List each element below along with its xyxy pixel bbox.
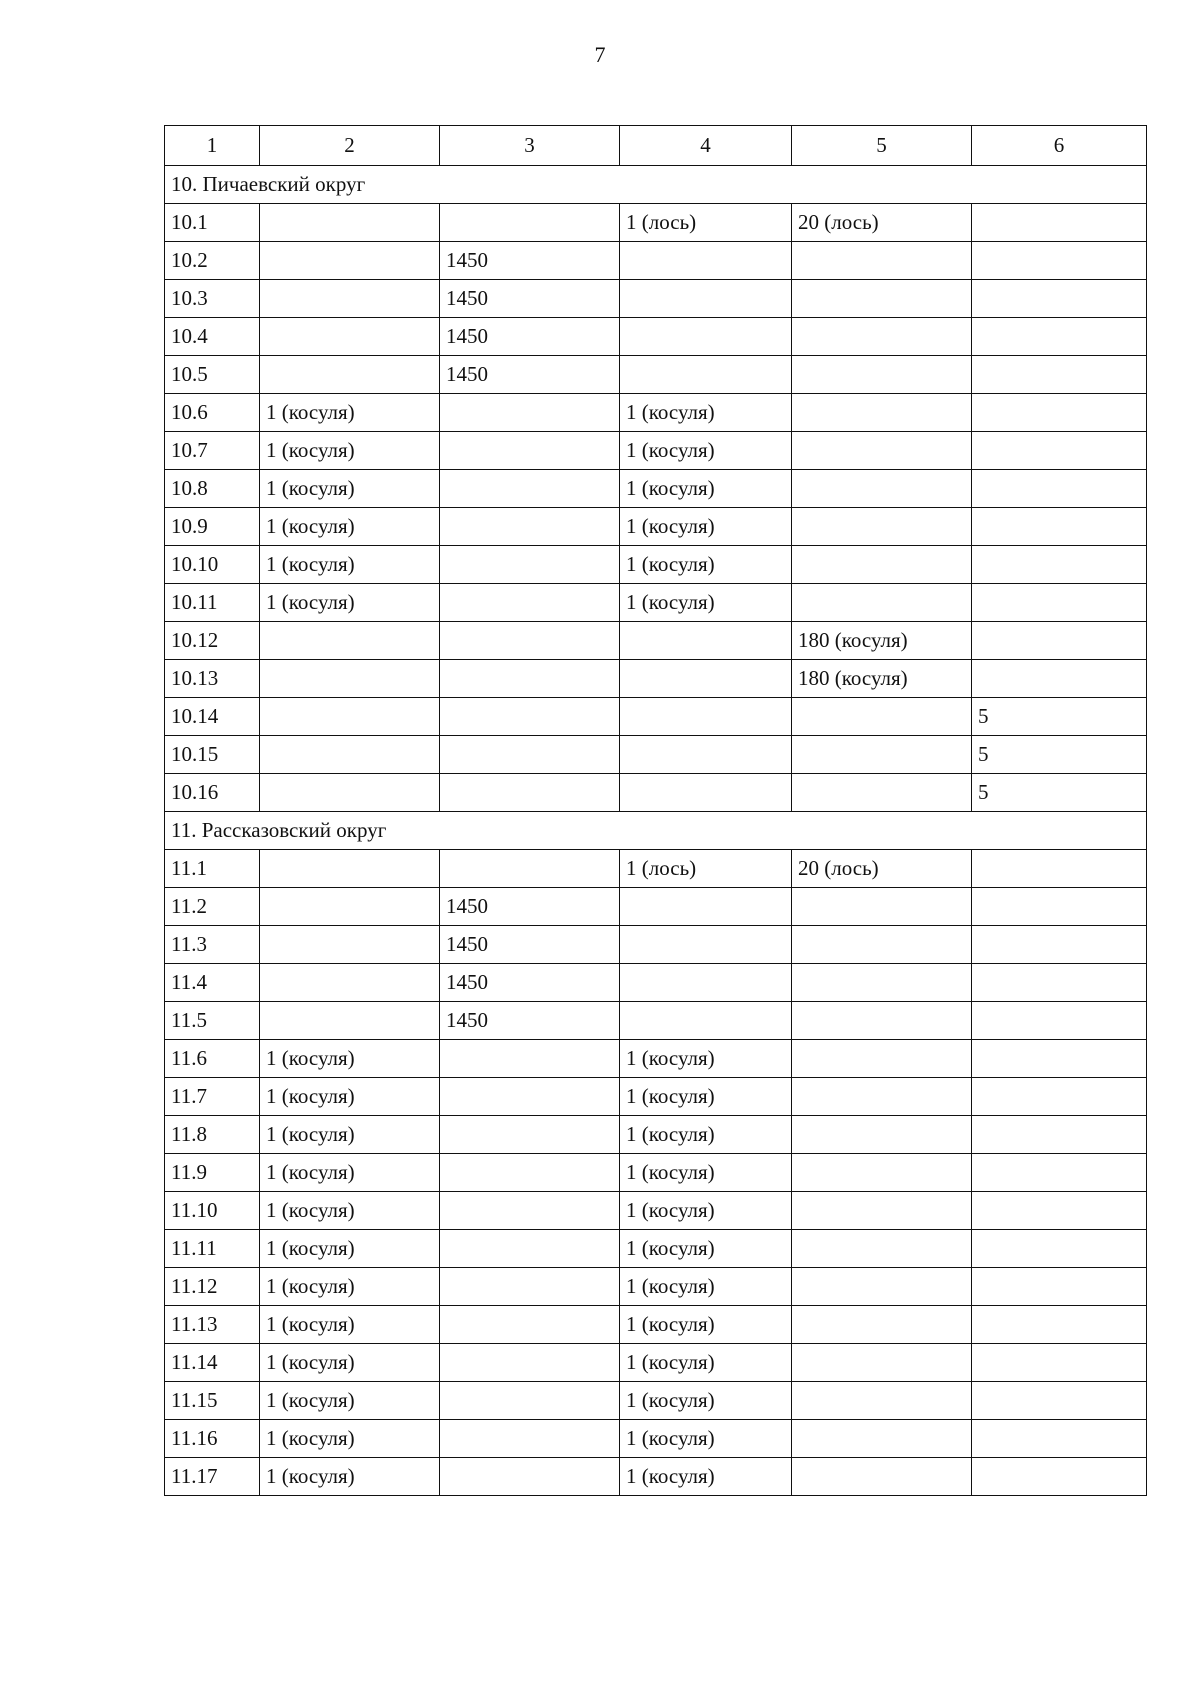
table-cell [440,1344,620,1382]
table-cell: 10.15 [165,736,260,774]
table-cell: 1450 [440,242,620,280]
table-cell: 11.10 [165,1192,260,1230]
table-cell: 1 (косуля) [620,546,792,584]
table-row [165,774,1147,812]
table-row [165,1192,1147,1230]
table-cell [620,242,792,280]
table-cell [620,622,792,660]
table-cell [972,1344,1147,1382]
column-header: 1 [165,126,260,166]
table-cell [792,242,972,280]
table-cell: 1 (косуля) [260,1458,440,1496]
table-cell: 1 (косуля) [620,1268,792,1306]
table-cell [972,508,1147,546]
table-cell [792,508,972,546]
table-cell [792,698,972,736]
table-row [165,1420,1147,1458]
table-cell [792,1154,972,1192]
table-cell [972,470,1147,508]
table-cell: 11.1 [165,850,260,888]
table-cell: 180 (косуля) [792,660,972,698]
table-row [165,698,1147,736]
table-row [165,1040,1147,1078]
table-cell: 11.15 [165,1382,260,1420]
table-cell [440,1154,620,1192]
table-cell [440,470,620,508]
table-cell: 1 (лось) [620,204,792,242]
table-row [165,1230,1147,1268]
table-cell [440,1116,620,1154]
table-cell: 1 (косуля) [260,1040,440,1078]
table-cell [440,204,620,242]
table-cell [260,926,440,964]
table-cell [972,204,1147,242]
table-cell [440,1040,620,1078]
table-cell [972,1382,1147,1420]
table-row [165,1116,1147,1154]
table-cell [260,888,440,926]
table-cell: 1 (косуля) [620,1154,792,1192]
table-cell [792,736,972,774]
table-cell: 11.6 [165,1040,260,1078]
table-cell: 1 (косуля) [620,1344,792,1382]
table-row [165,622,1147,660]
table-cell [792,1040,972,1078]
table-cell: 1 (косуля) [260,394,440,432]
section-title: 11. Рассказовский округ [165,812,1147,850]
table-row [165,850,1147,888]
quota-table [164,125,1147,1496]
table-cell [792,394,972,432]
table-cell [620,888,792,926]
table-cell [440,508,620,546]
table-cell: 1 (косуля) [260,1192,440,1230]
table-row [165,888,1147,926]
table-cell: 11.5 [165,1002,260,1040]
table-cell: 11.4 [165,964,260,1002]
table-row [165,280,1147,318]
table-cell [260,698,440,736]
table-cell: 1 (косуля) [260,1116,440,1154]
table-row [165,926,1147,964]
table-cell [260,622,440,660]
table-cell: 11.13 [165,1306,260,1344]
table-cell [972,1002,1147,1040]
table-cell: 1 (косуля) [260,508,440,546]
table-cell [260,1002,440,1040]
table-cell [792,1344,972,1382]
table-cell [792,1078,972,1116]
table-cell [792,1306,972,1344]
table-cell: 20 (лось) [792,204,972,242]
table-row [165,356,1147,394]
table-cell [620,736,792,774]
table-cell: 11.3 [165,926,260,964]
table-row [165,204,1147,242]
table-cell [440,698,620,736]
table-cell [792,1002,972,1040]
table-row [165,1306,1147,1344]
table-row [165,1154,1147,1192]
table-cell [972,432,1147,470]
table-cell: 1 (косуля) [260,1382,440,1420]
table-row [165,394,1147,432]
table-cell [792,1192,972,1230]
table-cell [972,280,1147,318]
table-cell: 11.14 [165,1344,260,1382]
table-row [165,1344,1147,1382]
table-cell: 11.9 [165,1154,260,1192]
table-cell: 10.11 [165,584,260,622]
table-cell: 11.7 [165,1078,260,1116]
section-row [165,812,1147,850]
table-cell [440,394,620,432]
table-cell [792,1230,972,1268]
table-cell: 11.17 [165,1458,260,1496]
table-cell [972,1306,1147,1344]
table-cell [792,546,972,584]
table-cell: 11.11 [165,1230,260,1268]
table-cell: 1 (косуля) [260,1154,440,1192]
table-cell: 1 (косуля) [620,1192,792,1230]
table-cell [440,1382,620,1420]
table-cell [260,318,440,356]
table-row [165,1002,1147,1040]
table-cell: 1 (косуля) [620,1306,792,1344]
table-cell [792,964,972,1002]
table-cell: 1 (косуля) [620,1458,792,1496]
table-cell: 1 (косуля) [620,394,792,432]
table-cell: 10.1 [165,204,260,242]
table-cell: 11.16 [165,1420,260,1458]
table-cell: 1450 [440,356,620,394]
table-cell: 1 (косуля) [620,508,792,546]
table-cell [440,1306,620,1344]
table-cell: 1 (косуля) [260,470,440,508]
table-cell: 11.2 [165,888,260,926]
table-cell [792,280,972,318]
table-cell: 1 (косуля) [260,1078,440,1116]
table-cell: 1 (косуля) [620,1420,792,1458]
table-cell [972,1230,1147,1268]
section-title: 10. Пичаевский округ [165,166,1147,204]
table-cell: 11.12 [165,1268,260,1306]
table-cell [972,1458,1147,1496]
table-cell: 10.12 [165,622,260,660]
column-header: 4 [620,126,792,166]
table-cell: 1450 [440,318,620,356]
table-cell [440,660,620,698]
table-cell [260,242,440,280]
table-cell [260,280,440,318]
table-cell [972,888,1147,926]
table-cell: 1 (косуля) [620,1230,792,1268]
table-cell [440,850,620,888]
table-cell [792,1116,972,1154]
column-header: 5 [792,126,972,166]
table-row [165,660,1147,698]
table-cell: 1 (косуля) [620,1116,792,1154]
table-row [165,470,1147,508]
table-cell [972,1154,1147,1192]
table-cell [620,280,792,318]
table-cell: 10.9 [165,508,260,546]
table-cell [972,660,1147,698]
table-cell [972,1268,1147,1306]
table-cell: 1 (косуля) [260,584,440,622]
table-cell [620,356,792,394]
table-row [165,508,1147,546]
table-cell [792,584,972,622]
table-row [165,432,1147,470]
table-cell [440,1268,620,1306]
table-cell [792,1420,972,1458]
table-cell: 1 (косуля) [260,1230,440,1268]
table-cell [260,204,440,242]
table-cell: 5 [972,774,1147,812]
table-cell: 180 (косуля) [792,622,972,660]
table-cell [260,356,440,394]
table-cell: 1 (косуля) [260,1420,440,1458]
table-cell: 1 (косуля) [620,1078,792,1116]
table-cell [972,584,1147,622]
table-row [165,1458,1147,1496]
table-cell [440,1230,620,1268]
table-cell [440,546,620,584]
table-cell [972,1116,1147,1154]
table-cell [972,622,1147,660]
table-cell [440,736,620,774]
table-cell: 1 (косуля) [620,1382,792,1420]
table-cell [792,1382,972,1420]
table-cell: 1 (косуля) [260,546,440,584]
table-cell [620,698,792,736]
table-cell [972,1420,1147,1458]
table-cell: 1 (косуля) [620,1040,792,1078]
table-cell: 1 (косуля) [620,432,792,470]
table-cell [440,1078,620,1116]
table-cell [972,546,1147,584]
table-cell [260,660,440,698]
table-row [165,964,1147,1002]
table-cell: 10.10 [165,546,260,584]
table-row [165,1382,1147,1420]
table-cell [792,926,972,964]
table-cell [792,1458,972,1496]
table-cell: 10.14 [165,698,260,736]
table-cell: 10.2 [165,242,260,280]
table-cell: 10.13 [165,660,260,698]
table-cell [440,432,620,470]
table-cell [440,622,620,660]
table-cell: 1 (косуля) [620,470,792,508]
table-cell [972,1192,1147,1230]
table-cell [620,318,792,356]
table-row [165,546,1147,584]
table-cell: 1450 [440,964,620,1002]
table-cell [440,1192,620,1230]
table-cell [972,850,1147,888]
table-cell [792,356,972,394]
table-cell [620,774,792,812]
table-row [165,1268,1147,1306]
table-cell: 10.4 [165,318,260,356]
table-cell: 1450 [440,1002,620,1040]
table-cell [972,318,1147,356]
table-cell [972,394,1147,432]
table-cell [972,356,1147,394]
table-cell: 5 [972,736,1147,774]
table-cell [260,736,440,774]
table-cell: 1 (косуля) [260,1268,440,1306]
table-cell [972,926,1147,964]
table-cell: 1 (косуля) [260,432,440,470]
table-cell: 10.16 [165,774,260,812]
table-header-row [165,126,1147,166]
table-cell: 1450 [440,926,620,964]
column-header: 3 [440,126,620,166]
page-number: 7 [594,42,606,67]
table-row [165,242,1147,280]
table-cell: 10.3 [165,280,260,318]
table-cell [972,242,1147,280]
table-cell [792,318,972,356]
table-cell [260,964,440,1002]
table-cell [792,470,972,508]
table-cell [440,774,620,812]
table-cell: 1450 [440,280,620,318]
table-cell [440,584,620,622]
table-row [165,736,1147,774]
table-cell [620,1002,792,1040]
table-cell [620,660,792,698]
table-cell [792,432,972,470]
table-cell [620,964,792,1002]
table-row [165,1078,1147,1116]
table-cell [972,1040,1147,1078]
table-row [165,584,1147,622]
table-cell: 1 (косуля) [260,1344,440,1382]
table-cell: 10.6 [165,394,260,432]
table-cell [792,1268,972,1306]
table-cell: 10.5 [165,356,260,394]
table-cell: 5 [972,698,1147,736]
table-cell: 1450 [440,888,620,926]
table-cell [792,888,972,926]
table-cell: 10.8 [165,470,260,508]
column-header: 2 [260,126,440,166]
table-cell: 20 (лось) [792,850,972,888]
table-cell: 1 (лось) [620,850,792,888]
section-row [165,166,1147,204]
table-body [165,166,1147,1496]
table-cell [440,1420,620,1458]
table-row [165,318,1147,356]
table-cell [620,926,792,964]
table-cell: 1 (косуля) [620,584,792,622]
table-cell [440,1458,620,1496]
table-cell [260,774,440,812]
table-cell [260,850,440,888]
table-cell: 1 (косуля) [260,1306,440,1344]
table-cell [792,774,972,812]
column-header: 6 [972,126,1147,166]
table-cell [972,1078,1147,1116]
table-cell: 10.7 [165,432,260,470]
table-cell: 11.8 [165,1116,260,1154]
table-cell [972,964,1147,1002]
